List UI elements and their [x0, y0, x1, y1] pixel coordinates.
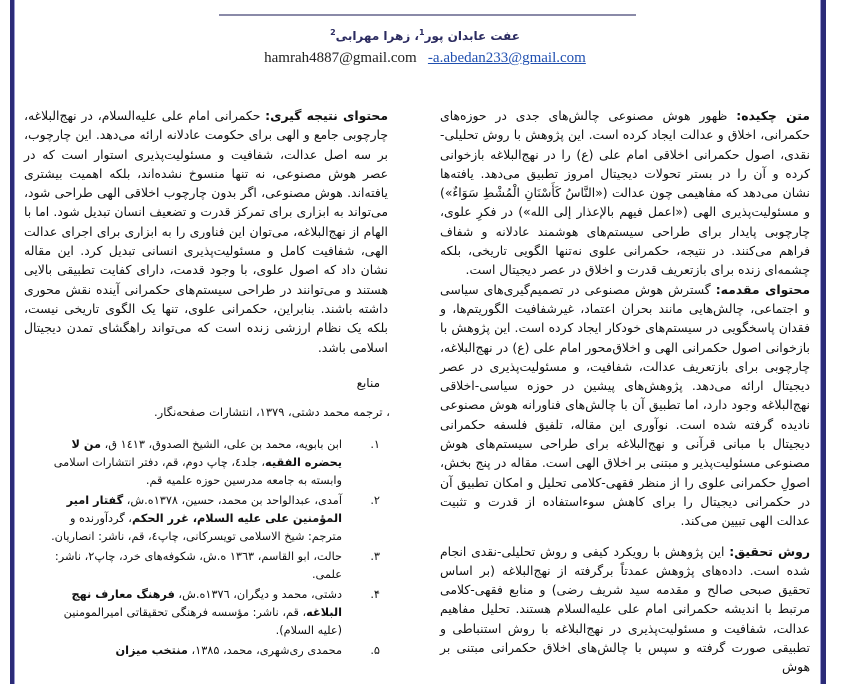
reference-text: دشتی، محمد و دیگران، ۱۳۷٦ه.ش، [174, 588, 342, 601]
email-1: hamrah4887@gmail.com [264, 50, 417, 66]
reference-number: ۳. [370, 550, 380, 563]
reference-title: فرهنگ معارف نهج البلاغه [71, 588, 342, 619]
abstract-paragraph [440, 106, 810, 280]
left-column [24, 106, 388, 357]
references-note: ، ترجمه محمد دشتی، ۱۳۷۹، انتشارات صفحه‌نگار. [154, 405, 390, 419]
header-rule [219, 14, 636, 16]
reference-text: حالت، ابو القاسم، ۱۳٦۳ ه.ش، شکوفه‌های خرد، چاپ۲، ناشر: علمی. [54, 550, 342, 581]
abstract-text: ظهور هوش مصنوعی چالش‌های جدی در حوزه‌های حکمرانی، اخلاق و عدالت ایجاد کرده است. این پژوهش با روش تحلیلی-نقدی، اصول حکمرانی اخلاقی امام علی (ع) را در نهج‌البلاغه بازخوانی کرده و آن را در بستر تحولات دیجیتال امروز تطبیق می‌دهد. یافته‌ها نشان می‌دهد که مفاهیمی چون عدالت («النَّاسُ كَأَسْنَانِ الْمُشْطِ سَوَاءٌ») و مسئولیت‌پذیری الهی («اعمل فیهم بالإعذار إلی الله») در فکرِ علوی، چارچوبی پایدار برای طراحی سیستم‌های هوشمند عادلانه و شفاف فراهم می‌کنند. در نتیجه، حکمرانی علوی نه‌تنها الگویی تاریخی، بلکه چشمه‌ای زنده برای بازتعریف قدرت و اخلاق در عصر دیجیتال است. [440, 108, 810, 278]
reference-item [40, 436, 380, 490]
reference-number: ۵. [370, 644, 380, 657]
reference-number: ۱. [370, 438, 380, 451]
conclusion-label: محتوای نتیجه گیری: [265, 108, 389, 123]
method-label: روش تحقیق: [729, 543, 810, 559]
page-frame-right [821, 0, 826, 684]
references-list [40, 436, 380, 662]
author-1-sup: 1 [418, 28, 425, 37]
reference-number: ۴. [370, 588, 380, 601]
introduction-label: محتوای مقدمه: [715, 281, 810, 297]
method-text: این پژوهش با رویکرد کیفی و روش تحلیلی-نقدی انجام شده است. داده‌های پژوهش عمدتاً برگرفته از نهج‌البلاغه (بر اساس تحقیق صبحی صالح و مقدمه سید شریف رضی) و منابع فقهی-کلامی مرتبط با اندیشه حکمرانی امام علی علیه‌السلام هستند. تحلیل مفاهیم عدالت، شفافیت و مسئولیت‌پذیری در نهج‌البلاغه با روش استنباطی و تطبیقی صورت گرفته و سپس با چالش‌های اخلاق حکمرانی مبتنی بر هوش [440, 543, 810, 675]
introduction-text: گسترش هوش مصنوعی در تصمیم‌گیری‌های سیاسی و اجتماعی، چالش‌هایی مانند بحران اعتماد، غیرشفافیت الگوریتم‌ها، و فقدان پاسخگویی در سیستم‌های خودکار ایجاد کرده است. این پژوهش با بازخوانی اصول حکمرانی الهی و اخلاق‌محور امام علی (ع) در نهج‌البلاغه، چارچوبی برای بازتعریف عدالت، شفافیت، و مسئولیت‌پذیری در عصر دیجیتال ارائه می‌دهد. پژوهش‌های پیشین در حوزه سیاسی-اخلاقی نهج‌البلاغه وجود دارد، اما تطبیق آن با چالش‌های فناورانه هوش مصنوعی نادیده گرفته شده است. نوآوری این مقاله، تلفیق فلسفه حکمرانی دیجیتال با مبانی قرآنی و نهج‌البلاغه برای طراحی سیستم‌های هوش مصنوعی مسئولیت‌پذیر و مبتنی بر اخلاق الهی است. مقاله در پنج بخش، اصولِ حکمرانی علوی را از منظر فقهی-کلامی تحلیل و امکان تطبیق آن در حکمرانی دیجیتال را برای کاهش سوءاستفاده از قدرت و تثبیت عدالت الهی تبیین می‌کند. [440, 281, 810, 529]
reference-number: ۲. [370, 494, 380, 507]
reference-item [40, 492, 380, 546]
email-line [200, 50, 650, 67]
email-2-link[interactable]: -a.abedan233@gmail.com [427, 50, 586, 66]
author-1: عفت عابدان پور [424, 29, 520, 43]
conclusion-paragraph [24, 106, 388, 357]
introduction-paragraph [440, 280, 810, 531]
reference-title: من لا یحضره الفقیه [71, 438, 342, 469]
page-frame-left [10, 0, 14, 684]
author-2: زهرا مهرابی [335, 29, 411, 43]
reference-text-rest: ، گردآورنده و مترجم: شیخ الاسلامی تویسرکانی، چاپ٤، قم، ناشر: انصاریان. [51, 512, 342, 543]
reference-item [40, 548, 380, 584]
conclusion-text: حکمرانی امام علی علیه‌السلام، در نهج‌البلاغه، چارچوبی جامع و الهی برای حکومت عادلانه ارائه می‌دهد. این چارچوب، بر سه اصل عدالت، شفافیت و مسئولیت‌پذیری استوار است که در عصر هوش مصنوعی، نه تنها منسوخ نشده‌اند، بلکه اهمیت بیشتری یافته‌اند. هوش مصنوعی، اگر بدون چارچوب اخلاقی الهی طراحی شود، می‌تواند به ابزاری برای تمرکز قدرت و تضعیف انسان تبدیل شود. اما با الهام از نهج‌البلاغه، می‌توان این فناوری را به ابزاری برای اجرای عدالت الهی، شفافیت کامل و مسئولیت‌پذیری انسانی تبدیل کرد. این مقاله نشان داد که اصول علوی، با وجود قدمت، دارای کفایت تطبیقی بالایی هستند و می‌توانند در طراحی سیستم‌های حکمرانی آینده نقش محوری داشته باشند. بنابراین، حکمرانی علوی، تنها یک الگوی تاریخی نیست، بلکه یک نظام ارزشی زنده است که می‌تواند راهگشای تمدن دیجیتال اسلامی باشد. [24, 108, 388, 355]
reference-text: آمدی، عبدالواحد بن محمد، حسین، ۱۳۷۸ه.ش، [123, 494, 342, 507]
reference-title: گفتار امیر المؤمنین علی علیه السلام، غرر الحکم [66, 494, 342, 525]
author-2-sup: 2 [330, 28, 336, 37]
reference-text-rest: ، جلد٤، چاپ دوم، قم، دفتر انتشارات اسلامی وابسته به جامعه مدرسین حوزه علمیه قم. [53, 456, 342, 487]
reference-text: ابن بابویه، محمد بن علی، الشیخ الصدوق، ۱٤۱۳ ق، [101, 438, 342, 451]
reference-text-rest: ، قم، ناشر: مؤسسه فرهنگی تحقیقاتی امیرالمومنین (علیه السلام). [63, 606, 342, 637]
reference-title: منتخب میزان [115, 644, 188, 657]
reference-item [40, 586, 380, 640]
reference-text: محمدی ری‌شهری، محمد، ۱۳۸۵، [187, 644, 342, 657]
right-column [440, 106, 810, 677]
author-separator: ، [410, 29, 419, 43]
method-paragraph [440, 542, 810, 677]
references-title: منابع [356, 376, 380, 390]
abstract-label: متن چکیده: [736, 108, 810, 123]
reference-item [40, 642, 380, 660]
author-line [200, 28, 650, 43]
